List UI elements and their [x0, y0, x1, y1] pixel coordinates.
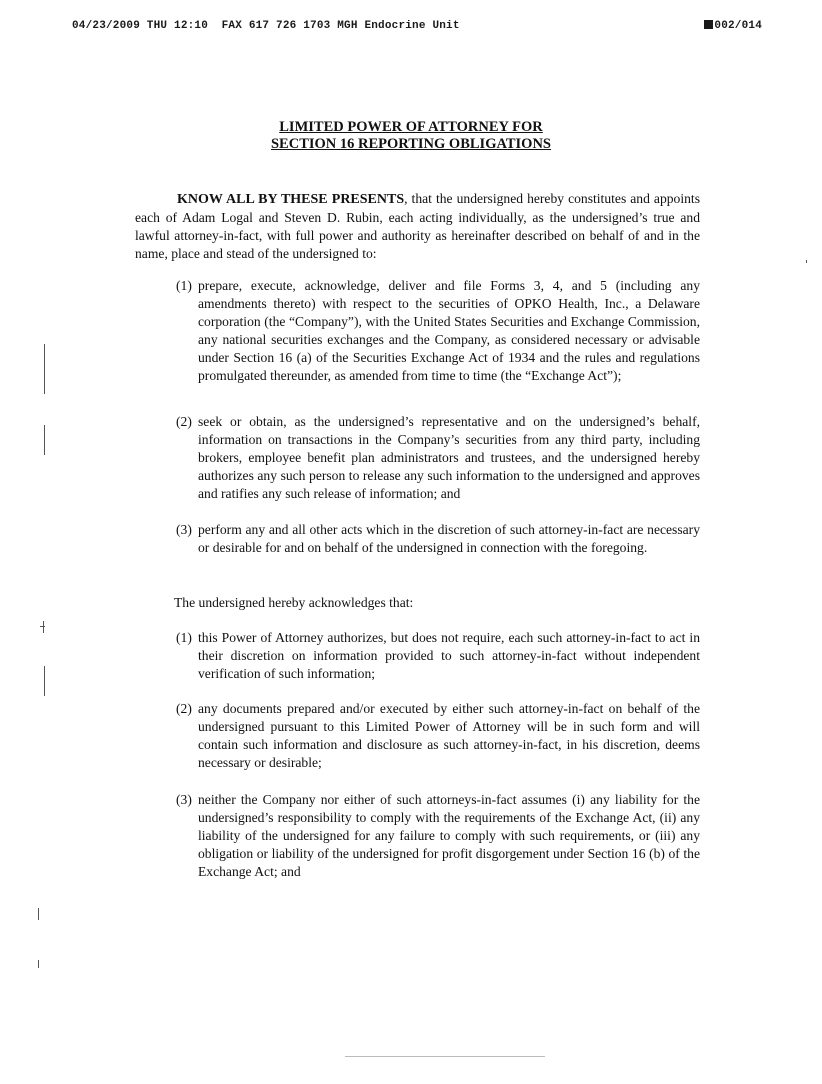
ack-item-1-number: (1): [176, 630, 192, 645]
ack-item-3-number: (3): [176, 792, 192, 807]
power-item-3-number: (3): [176, 522, 192, 537]
power-item-3: [176, 521, 700, 557]
fax-page-number: 002/014: [714, 20, 762, 32]
power-item-1: [176, 277, 700, 386]
ack-item-2-text: any documents prepared and/or executed by either such attorney-in-fact on behalf of the undersigned pursuant to this Limited Power of Attorney will be in such form and will contain such information and disclosure as such attorney-in-fact, in his discretion, deems necessary or desirable;: [198, 701, 700, 771]
ack-item-2: [176, 700, 700, 772]
power-item-2-number: (2): [176, 414, 192, 429]
fax-page-count: [704, 20, 762, 32]
fax-header-info: 04/23/2009 THU 12:10 FAX 617 726 1703 MGH Endocrine Unit: [72, 20, 460, 32]
scan-artifact: [345, 1056, 545, 1057]
document-title: [0, 119, 822, 153]
power-item-2-text: seek or obtain, as the undersigned’s representative and on the undersigned’s behalf, information on transactions in the Company’s securities from any third party, including brokers, employee benefit plan administrators and trustees, and the undersigned hereby authorizes any such person to release any such information to the undersigned and approves and ratifies any such release of information; and: [198, 414, 700, 502]
intro-lead: KNOW ALL BY THESE PRESENTS: [177, 192, 405, 207]
scan-artifact: [38, 960, 39, 968]
power-item-3-text: perform any and all other acts which in the discretion of such attorney-in-fact are necessary or desirable for and on behalf of the undersigned in connection with the foregoing.: [198, 522, 700, 556]
ack-item-1-text: this Power of Attorney authorizes, but does not require, each such attorney-in-fact to act in their discretion on information provided to such attorney-in-fact without independent verification of such information;: [198, 630, 700, 682]
title-line-2: SECTION 16 REPORTING OBLIGATIONS: [270, 136, 552, 152]
ack-item-3: [176, 791, 700, 881]
scan-artifact: [43, 621, 44, 633]
acknowledgement-heading: The undersigned hereby acknowledges that:: [174, 595, 414, 610]
intro-text: , that the undersigned hereby constitutes and appoints each of Adam Logal and Steven D. Rubin, each acting individually, as the undersigned’s true and lawful attorney-in-fact, with full power and authority as hereinafter described on behalf of and in the name, place and stead of the undersigned to:: [135, 191, 700, 262]
ack-item-1: [176, 629, 700, 683]
power-item-2: [176, 413, 700, 503]
power-item-1-number: (1): [176, 278, 192, 293]
scan-artifact: [44, 425, 45, 455]
intro-paragraph: [135, 190, 700, 263]
power-item-1-text: prepare, execute, acknowledge, deliver and file Forms 3, 4, and 5 (including any amendments thereto) with respect to the securities of OPKO Health, Inc., a Delaware corporation (the “Company”), with the United States Securities and Exchange Commission, any national securities exchanges and the Company, as considered necessary or advisable under Section 16 (a) of the Securities Exchange Act of 1934 and the rules and regulations promulgated thereunder, as amended from time to time (the “Exchange Act”);: [198, 278, 700, 384]
title-line-1: LIMITED POWER OF ATTORNEY FOR: [279, 119, 543, 135]
fax-header: [72, 20, 762, 36]
fax-page-icon: [704, 20, 713, 29]
scan-artifact: [806, 260, 807, 263]
ack-item-3-text: neither the Company nor either of such attorneys-in-fact assumes (i) any liability for the undersigned’s responsibility to comply with the requirements of the Exchange Act, (ii) any liability of the undersigned for any failure to comply with such requirements, or (iii) any obligation or liability of the undersigned for profit disgorgement under Section 16 (b) of the Exchange Act; and: [198, 792, 700, 880]
scan-artifact: [44, 666, 45, 696]
scan-artifact: [38, 908, 39, 920]
ack-item-2-number: (2): [176, 701, 192, 716]
scan-artifact: [44, 344, 45, 394]
